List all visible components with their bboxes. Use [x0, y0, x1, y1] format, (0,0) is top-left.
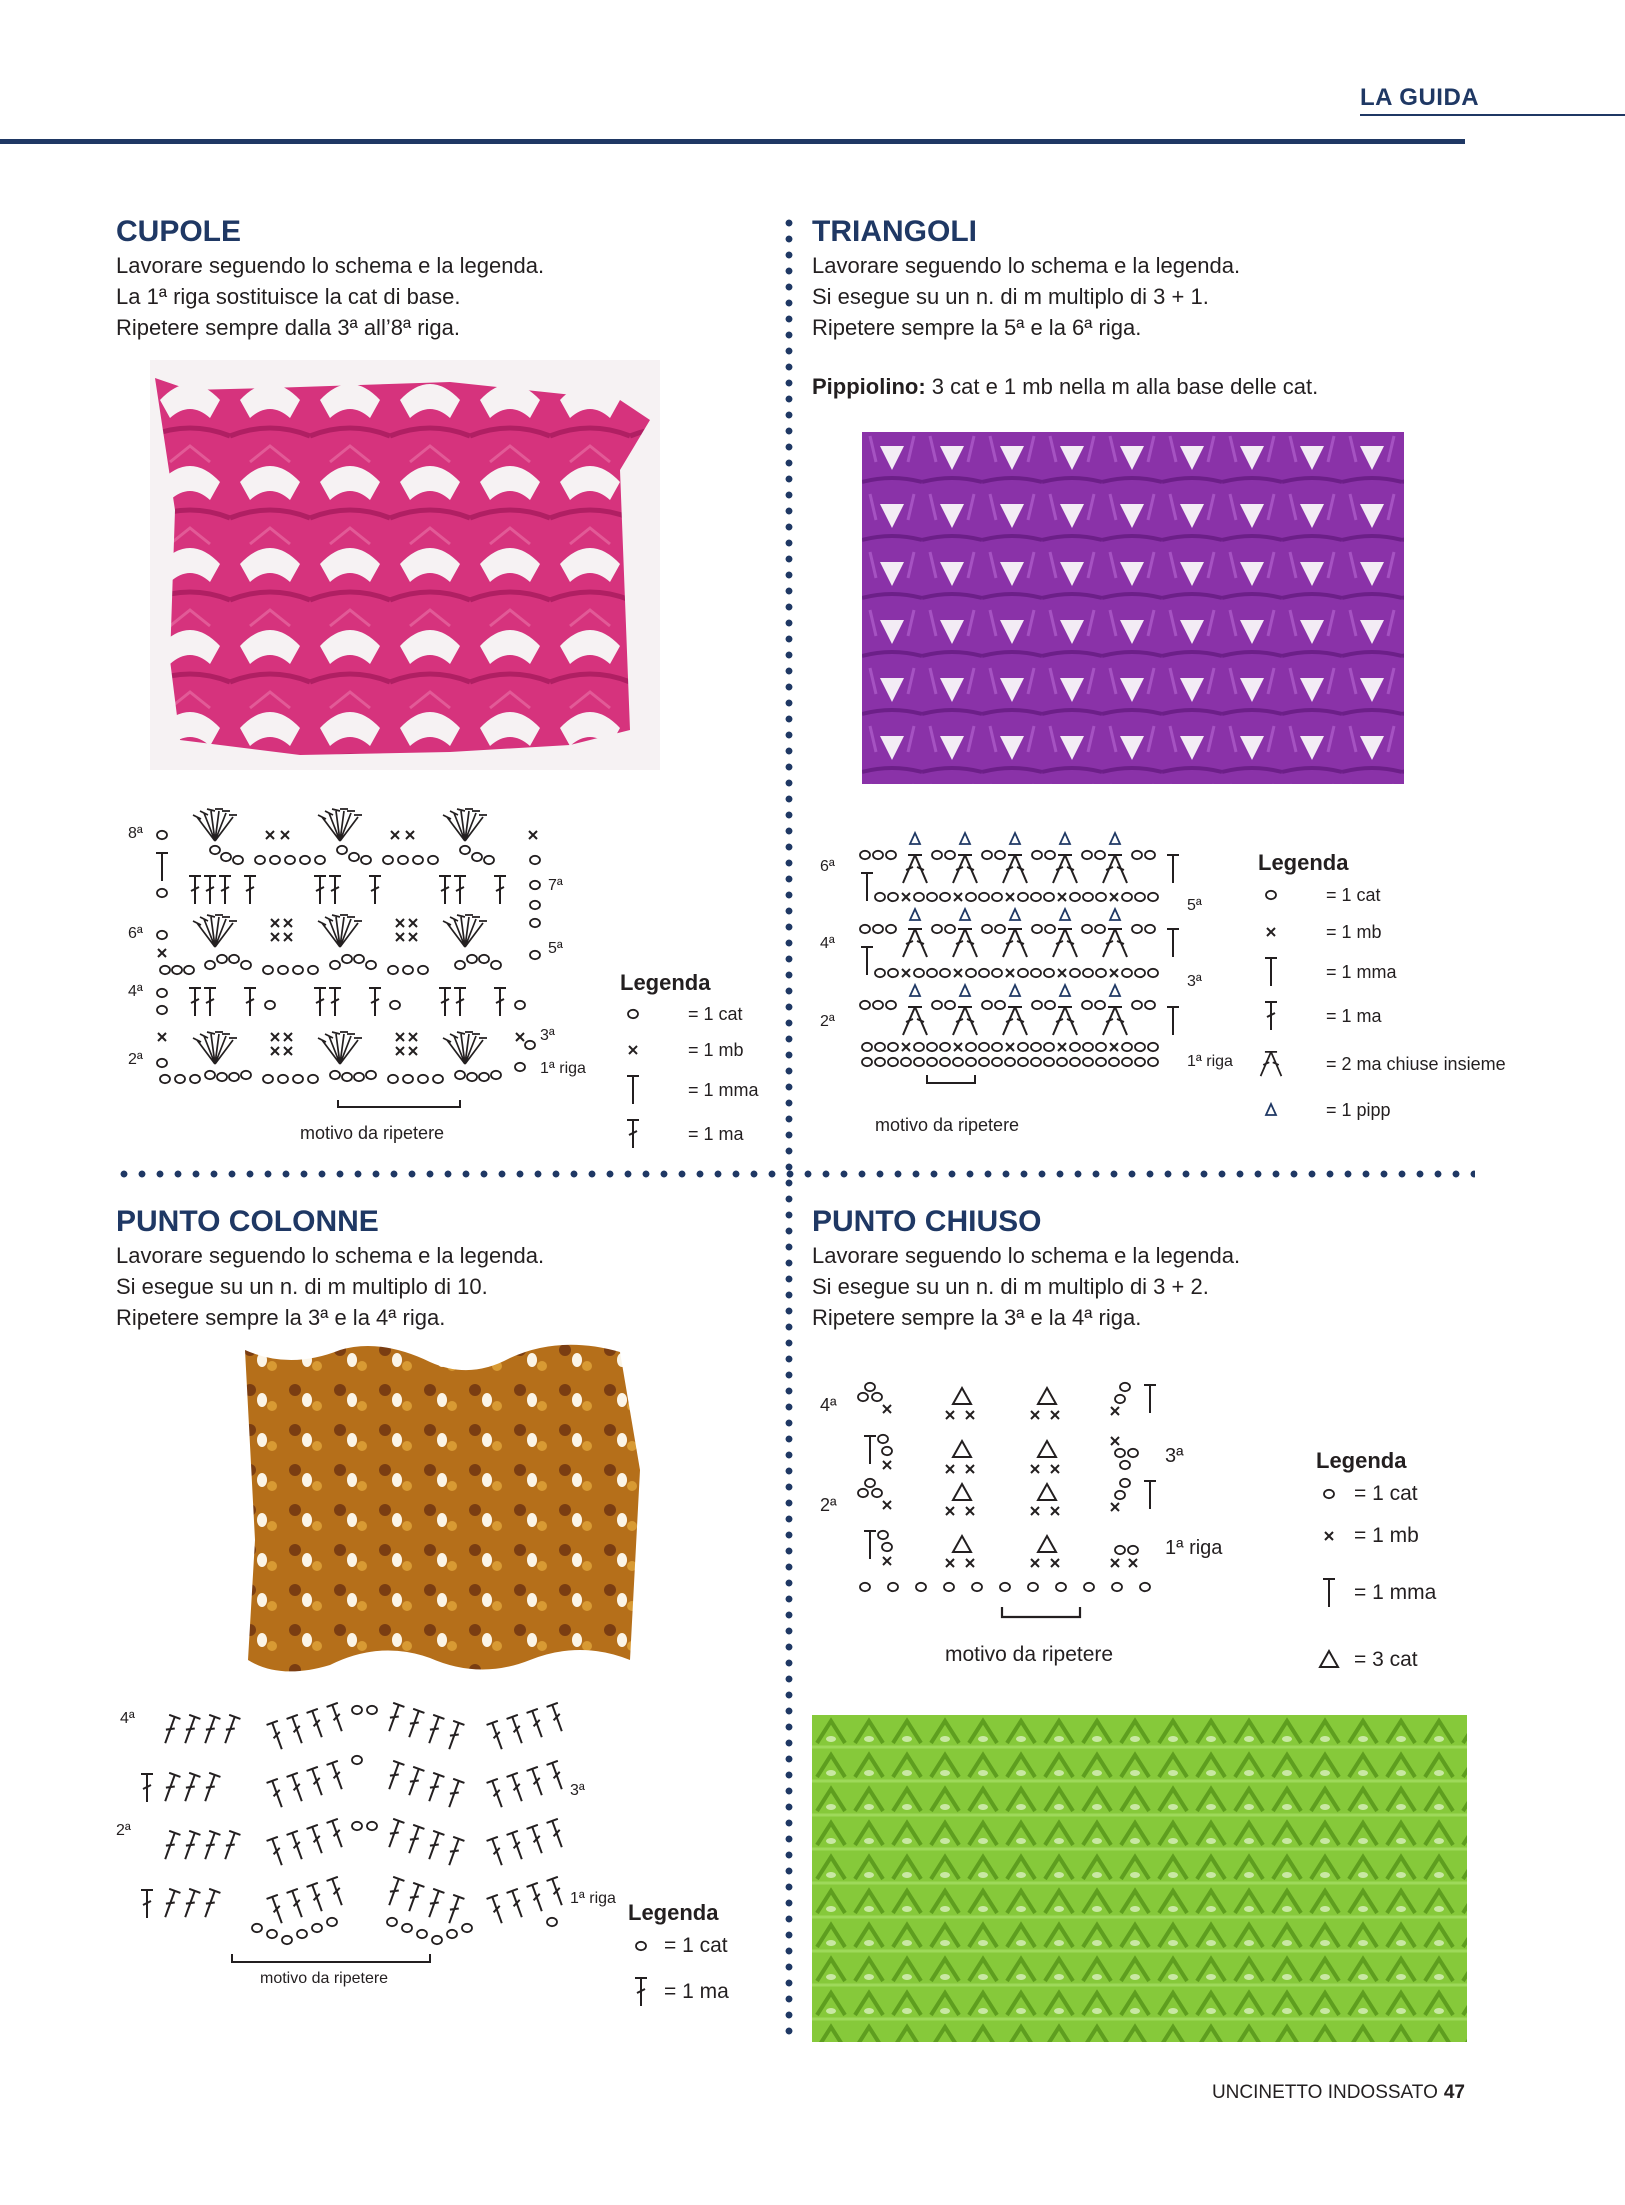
- triangoli-photo: [862, 432, 1404, 784]
- vertical-dotted-divider: [785, 215, 793, 2035]
- punto-colonne-legend-item: = 1 cat: [628, 1926, 778, 1966]
- cupole-photo: [150, 360, 660, 770]
- triangoli-note: [812, 371, 1318, 402]
- dc2tog-icon: [1258, 1047, 1284, 1081]
- punto-chiuso-legend-item: = 1 mb: [1316, 1514, 1516, 1558]
- cupole-line-2: La 1ª riga sostituisce la cat di base.: [116, 284, 461, 309]
- cupole-instructions: [116, 250, 544, 343]
- cupole-row-5: [158, 949, 540, 974]
- triangle-icon: [1316, 1648, 1342, 1672]
- punto-chiuso-legend-item: = 3 cat: [1316, 1628, 1516, 1692]
- punto-colonne-instructions: [116, 1240, 544, 1333]
- cupole-row-label-6: 6ª: [128, 925, 143, 942]
- cupole-row-3: [158, 1032, 535, 1064]
- punto-chiuso-legend-title: Legenda: [1316, 1448, 1407, 1473]
- cupole-row-4: [157, 988, 525, 1016]
- cupole-repeat-bracket: [338, 1100, 460, 1107]
- triangoli-legend-item: = 1 mb: [1258, 914, 1498, 950]
- punto-chiuso-row-2: [858, 1479, 1156, 1515]
- punto-chiuso-chart: [815, 1375, 1245, 1675]
- section-header: LA GUIDA: [1360, 84, 1480, 111]
- triangoli-row-label-1: 1ª riga: [1187, 1053, 1233, 1070]
- cupole-legend: [620, 970, 780, 1156]
- triangoli-line-1: Lavorare seguendo lo schema e la legenda.: [812, 253, 1241, 278]
- punto-chiuso-instructions: [812, 1240, 1240, 1333]
- triangoli-legend-title: Legenda: [1258, 850, 1349, 875]
- triangoli-row-2: [860, 985, 1179, 1035]
- triangoli-instructions: [812, 250, 1318, 402]
- header-rule: [1360, 114, 1625, 116]
- punto-colonne-row-label-3: 3ª: [570, 1782, 585, 1799]
- cupole-row-7: [156, 846, 540, 909]
- punto-colonne-legend-item: = 1 ma: [628, 1966, 778, 2018]
- punto-chiuso-foundation: [860, 1583, 1150, 1591]
- triangoli-repeat-caption: motivo da ripetere: [875, 1115, 1020, 1135]
- punto-chiuso-legend: [1316, 1448, 1516, 1692]
- chain-icon: [628, 1936, 654, 1956]
- triangoli-line-3: Ripetere sempre la 5ª e la 6ª riga.: [812, 315, 1142, 340]
- punto-chiuso-repeat-bracket: [1002, 1607, 1080, 1617]
- header-thick-rule: [0, 139, 1465, 144]
- triangoli-legend-item: = 1 cat: [1258, 876, 1498, 914]
- punto-chiuso-line-3: Ripetere sempre la 3ª e la 4ª riga.: [812, 1305, 1142, 1330]
- cupole-legend-title: Legenda: [620, 970, 711, 995]
- punto-chiuso-line-2: Si esegue su un n. di m multiplo di 3 + 2.: [812, 1274, 1209, 1299]
- punto-colonne-legend: [628, 1900, 778, 2018]
- punto-colonne-legend-title: Legenda: [628, 1900, 719, 1925]
- punto-colonne-title: PUNTO COLONNE: [116, 1205, 379, 1238]
- half-double-crochet-icon: [620, 1073, 646, 1107]
- punto-colonne-rows: [141, 1703, 567, 1944]
- punto-colonne-row-label-2: 2ª: [116, 1822, 131, 1839]
- punto-chiuso-row-label-3: 3ª: [1165, 1445, 1184, 1467]
- cupole-legend-item: = 1 ma: [620, 1112, 780, 1156]
- punto-chiuso-repeat-caption: motivo da ripetere: [945, 1643, 1114, 1666]
- triangoli-row-1: [862, 1043, 1158, 1066]
- cupole-line-1: Lavorare seguendo lo schema e la legenda.: [116, 253, 545, 278]
- triangoli-chart: [815, 825, 1255, 1145]
- punto-colonne-line-3: Ripetere sempre la 3ª e la 4ª riga.: [116, 1305, 446, 1330]
- punto-colonne-row-label-1: 1ª riga: [570, 1890, 616, 1907]
- triangoli-row-label-2: 2ª: [820, 1013, 835, 1030]
- half-double-crochet-icon: [1316, 1575, 1342, 1611]
- triangoli-legend: [1258, 850, 1506, 1130]
- cupole-row-8: [157, 809, 537, 841]
- triangoli-row-label-5: 5ª: [1187, 897, 1202, 914]
- punto-chiuso-legend-item: = 1 cat: [1316, 1474, 1516, 1514]
- magazine-name: UNCINETTO INDOSSATO: [1211, 2082, 1438, 2103]
- triangoli-legend-item: = 1 ma: [1258, 994, 1498, 1038]
- punto-colonne-chart: [112, 1700, 632, 2000]
- cupole-row-label-1: 1ª riga: [540, 1060, 586, 1077]
- triangoli-row-label-3: 3ª: [1187, 973, 1202, 990]
- punto-chiuso-row-label-4: 4ª: [820, 1395, 837, 1415]
- cupole-row-label-3: 3ª: [540, 1027, 555, 1044]
- punto-chiuso-row-label-1: 1ª riga: [1165, 1537, 1223, 1559]
- double-crochet-icon: [1258, 999, 1284, 1033]
- chain-icon: [1258, 885, 1284, 905]
- cupole-row-label-7: 7ª: [548, 877, 563, 894]
- single-crochet-icon: [1258, 922, 1284, 942]
- cupole-repeat-caption: motivo da ripetere: [300, 1123, 445, 1143]
- double-crochet-icon: [628, 1974, 654, 2010]
- punto-chiuso-row-4: [858, 1383, 1156, 1419]
- punto-chiuso-photo: [812, 1715, 1467, 2042]
- punto-colonne-line-1: Lavorare seguendo lo schema e la legenda.: [116, 1243, 545, 1268]
- punto-chiuso-row-3: [864, 1435, 1138, 1473]
- triangoli-legend-item: = 1 pipp: [1258, 1090, 1498, 1130]
- cupole-legend-item: = 1 mma: [620, 1068, 780, 1112]
- punto-colonne-photo: [240, 1340, 645, 1685]
- cupole-row-label-4: 4ª: [128, 983, 143, 1000]
- punto-chiuso-row-1: [864, 1531, 1138, 1567]
- half-double-crochet-icon: [1258, 955, 1284, 989]
- single-crochet-icon: [620, 1040, 646, 1060]
- triangoli-note-text: 3 cat e 1 mb nella m alla base delle cat.: [925, 374, 1319, 399]
- horizontal-dotted-divider: [115, 1170, 1475, 1178]
- chain-icon: [620, 1004, 646, 1024]
- chain-icon: [1316, 1484, 1342, 1504]
- triangoli-legend-item: = 2 ma chiuse insieme: [1258, 1038, 1498, 1090]
- triangoli-row-4: [860, 909, 1179, 957]
- page-footer: [1212, 2082, 1465, 2104]
- triangoli-note-label: Pippiolino:: [812, 374, 926, 399]
- cupole-row-label-5: 5ª: [548, 940, 563, 957]
- punto-chiuso-title: PUNTO CHIUSO: [812, 1205, 1042, 1238]
- cupole-title: CUPOLE: [116, 215, 242, 248]
- punto-chiuso-line-1: Lavorare seguendo lo schema e la legenda.: [812, 1243, 1241, 1268]
- punto-colonne-line-2: Si esegue su un n. di m multiplo di 10.: [116, 1274, 488, 1299]
- cupole-chart: [110, 805, 630, 1150]
- cupole-line-3: Ripetere sempre dalla 3ª all’8ª riga.: [116, 315, 461, 340]
- cupole-row-label-2: 2ª: [128, 1051, 143, 1068]
- cupole-legend-item: = 1 mb: [620, 1032, 780, 1068]
- punto-colonne-repeat-caption: motivo da ripetere: [260, 1970, 389, 1987]
- cupole-legend-item: = 1 cat: [620, 996, 780, 1032]
- picot-icon: [1258, 1102, 1284, 1118]
- punto-chiuso-legend-item: = 1 mma: [1316, 1558, 1516, 1628]
- cupole-row-label-8: 8ª: [128, 825, 143, 842]
- triangoli-row-label-6: 6ª: [820, 858, 835, 875]
- double-crochet-icon: [620, 1117, 646, 1151]
- triangoli-line-2: Si esegue su un n. di m multiplo di 3 + 1.: [812, 284, 1209, 309]
- triangoli-title: TRIANGOLI: [812, 215, 977, 248]
- triangoli-row-6: [860, 833, 1179, 883]
- triangoli-legend-item: = 1 mma: [1258, 950, 1498, 994]
- page-number: 47: [1443, 2082, 1465, 2103]
- cupole-row-6: [157, 915, 540, 947]
- single-crochet-icon: [1316, 1526, 1342, 1546]
- punto-colonne-repeat-bracket: [232, 1954, 430, 1962]
- triangoli-repeat-bracket: [927, 1075, 975, 1083]
- punto-chiuso-row-label-2: 2ª: [820, 1495, 837, 1515]
- triangoli-row-label-4: 4ª: [820, 935, 835, 952]
- punto-colonne-row-label-4: 4ª: [120, 1710, 135, 1727]
